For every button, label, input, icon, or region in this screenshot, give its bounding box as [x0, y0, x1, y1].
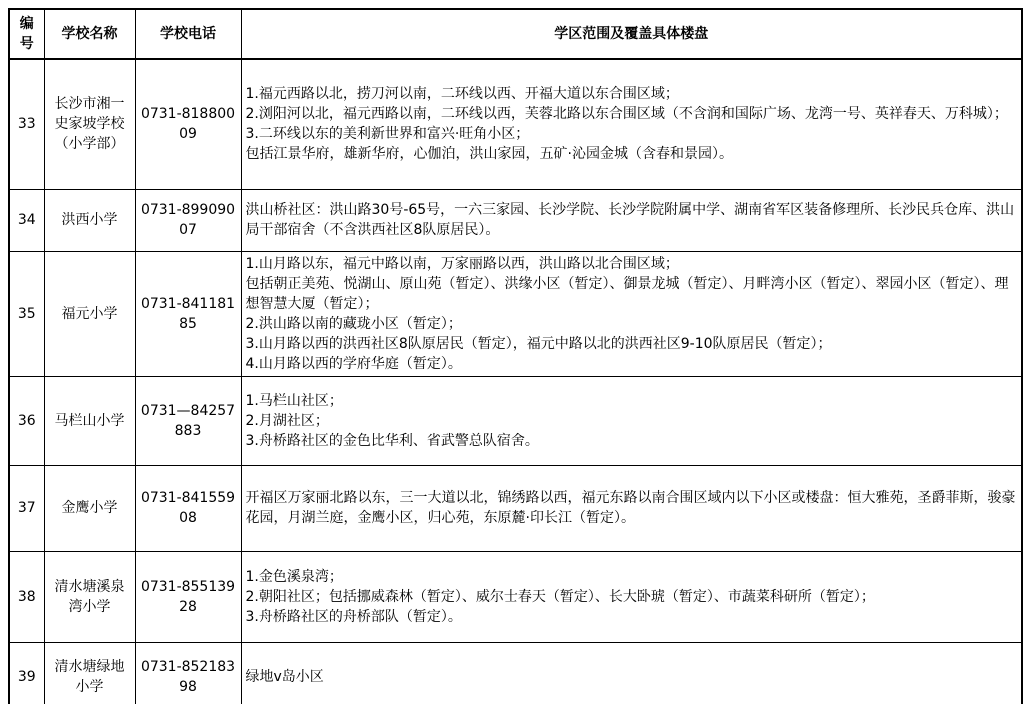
district-cell: 洪山桥社区：洪山路30号-65号，一六三家园、长沙学院、长沙学院附属中学、湖南省军区装备修理所、长沙民兵仓库、洪山局干部宿舍（不含洪西社区8队原居民）。	[241, 189, 1022, 251]
row-number-cell: 33	[9, 59, 44, 189]
table-row	[9, 642, 1022, 704]
header-row	[9, 9, 1022, 59]
header-district: 学区范围及覆盖具体楼盘	[241, 9, 1022, 59]
header-school-name: 学校名称	[44, 9, 135, 59]
table-row	[9, 551, 1022, 642]
row-number-cell: 37	[9, 465, 44, 551]
school-name-cell: 金鹰小学	[44, 465, 135, 551]
row-number-cell: 34	[9, 189, 44, 251]
table-row	[9, 189, 1022, 251]
school-name-cell: 长沙市湘一史家坡学校（小学部）	[44, 59, 135, 189]
district-cell: 1.金色溪泉湾； 2.朝阳社区；包括挪威森林（暂定）、威尔士春天（暂定）、长大卧琥（暂定）、市蔬菜科研所（暂定）； 3.舟桥路社区的舟桥部队（暂定）。	[241, 551, 1022, 642]
header-school-phone: 学校电话	[135, 9, 241, 59]
district-cell: 1.山月路以东，福元中路以南，万家丽路以西，洪山路以北合围区域； 包括朝正美苑、悦湖山、原山苑（暂定）、洪缘小区（暂定）、御景龙城（暂定）、月畔湾小区（暂定）、翠园小区（暂定）、理想智慧大厦（暂定）； 2.洪山路以南的藏珑小区（暂定）； 3.山月路以西的洪西社区8队原居民（暂定），福元中路以北的洪西社区9-10队原居民（暂定）； 4.山月路以西的学府华庭（暂定）。	[241, 251, 1022, 376]
school-name-cell: 清水塘溪泉湾小学	[44, 551, 135, 642]
school-phone-cell: 0731-84155908	[135, 465, 241, 551]
row-number-cell: 38	[9, 551, 44, 642]
school-phone-cell: 0731-81880009	[135, 59, 241, 189]
school-district-table	[8, 8, 1023, 704]
district-cell: 开福区万家丽北路以东，三一大道以北，锦绣路以西，福元东路以南合围区域内以下小区或楼盘：恒大雅苑，圣爵菲斯，骏豪花园，月湖兰庭，金鹰小区，归心苑，东原麓·印长江（暂定）。	[241, 465, 1022, 551]
school-phone-cell: 0731-89909007	[135, 189, 241, 251]
table-row	[9, 59, 1022, 189]
school-phone-cell: 0731-85218398	[135, 642, 241, 704]
school-name-cell: 马栏山小学	[44, 376, 135, 465]
school-name-cell: 洪西小学	[44, 189, 135, 251]
district-cell: 1.福元西路以北，捞刀河以南，二环线以西、开福大道以东合围区域； 2.浏阳河以北，福元西路以南，二环线以西，芙蓉北路以东合围区域（不含润和国际广场、龙湾一号、英祥春天、万科城）； 3.二环线以东的美利新世界和富兴·旺角小区； 包括江景华府，雄新华府，心伽泊，洪山家园，五矿·沁园金城（含春和景园）。	[241, 59, 1022, 189]
header-id: 编号	[9, 9, 44, 59]
district-cell: 绿地v岛小区	[241, 642, 1022, 704]
school-phone-cell: 0731-84118185	[135, 251, 241, 376]
row-number-cell: 36	[9, 376, 44, 465]
row-number-cell: 35	[9, 251, 44, 376]
table-row	[9, 465, 1022, 551]
school-name-cell: 福元小学	[44, 251, 135, 376]
school-phone-cell: 0731—84257883	[135, 376, 241, 465]
district-cell: 1.马栏山社区； 2.月湖社区； 3.舟桥路社区的金色比华利、省武警总队宿舍。	[241, 376, 1022, 465]
row-number-cell: 39	[9, 642, 44, 704]
school-phone-cell: 0731-85513928	[135, 551, 241, 642]
school-name-cell: 清水塘绿地小学	[44, 642, 135, 704]
table-row	[9, 251, 1022, 376]
table-row	[9, 376, 1022, 465]
